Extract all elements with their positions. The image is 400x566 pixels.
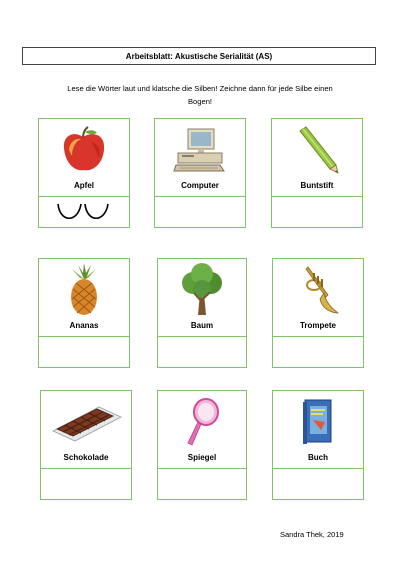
- syllable-answer-box[interactable]: [271, 197, 363, 228]
- picture-box: [271, 118, 363, 197]
- instructions-line-2: Bogen!: [187, 97, 213, 106]
- word-label: Buntstift: [300, 181, 334, 190]
- instructions-line-1: Lese die Wörter laut und klatsche die Silben! Zeichne dann für jede Silbe einen: [67, 84, 333, 93]
- syllable-answer-box[interactable]: [38, 337, 130, 368]
- apple-icon: [61, 126, 107, 174]
- word-label: Computer: [181, 181, 219, 190]
- syllable-answer-box[interactable]: [157, 469, 247, 500]
- card-computer: [154, 118, 246, 228]
- worksheet-title: Arbeitsblatt: Akustische Serialität (AS): [22, 47, 376, 65]
- card-ananas: [38, 258, 130, 368]
- syllable-answer-box[interactable]: [154, 197, 246, 228]
- card-trompete: [272, 258, 364, 368]
- tree-icon: [179, 263, 225, 317]
- author-credit: Sandra Thek, 2019: [280, 530, 344, 539]
- trumpet-icon: [296, 265, 340, 315]
- word-label: Spiegel: [187, 453, 217, 462]
- picture-box: [272, 258, 364, 337]
- word-label: Buch: [308, 453, 328, 462]
- mirror-icon: [184, 397, 220, 447]
- word-label: Apfel: [74, 181, 94, 190]
- syllable-answer-box[interactable]: [40, 469, 132, 500]
- computer-icon: [172, 127, 228, 173]
- book-icon: [301, 398, 335, 446]
- picture-box: [157, 258, 247, 337]
- picture-box: [157, 390, 247, 469]
- instructions: [40, 82, 360, 108]
- syllable-answer-box[interactable]: [272, 337, 364, 368]
- word-label: Schokolade: [63, 453, 109, 462]
- picture-box: [40, 390, 132, 469]
- pineapple-icon: [64, 263, 104, 317]
- pencil-icon: [292, 125, 342, 175]
- picture-box: [38, 118, 130, 197]
- card-apfel: [38, 118, 130, 228]
- syllable-arc: [58, 204, 81, 218]
- picture-box: [38, 258, 130, 337]
- card-baum: [157, 258, 247, 368]
- word-label: Ananas: [69, 321, 99, 330]
- word-label: Trompete: [299, 321, 336, 330]
- picture-box: [272, 390, 364, 469]
- card-spiegel: [157, 390, 247, 500]
- syllable-arc: [85, 204, 108, 218]
- picture-box: [154, 118, 246, 197]
- syllable-answer-box[interactable]: [38, 197, 130, 228]
- card-buch: [272, 390, 364, 500]
- syllable-answer-box[interactable]: [272, 469, 364, 500]
- syllable-arcs-example: [54, 201, 112, 225]
- card-schokolade: [40, 390, 132, 500]
- card-buntstift: [271, 118, 363, 228]
- word-label: Baum: [190, 321, 214, 330]
- chocolate-icon: [49, 401, 123, 443]
- syllable-answer-box[interactable]: [157, 337, 247, 368]
